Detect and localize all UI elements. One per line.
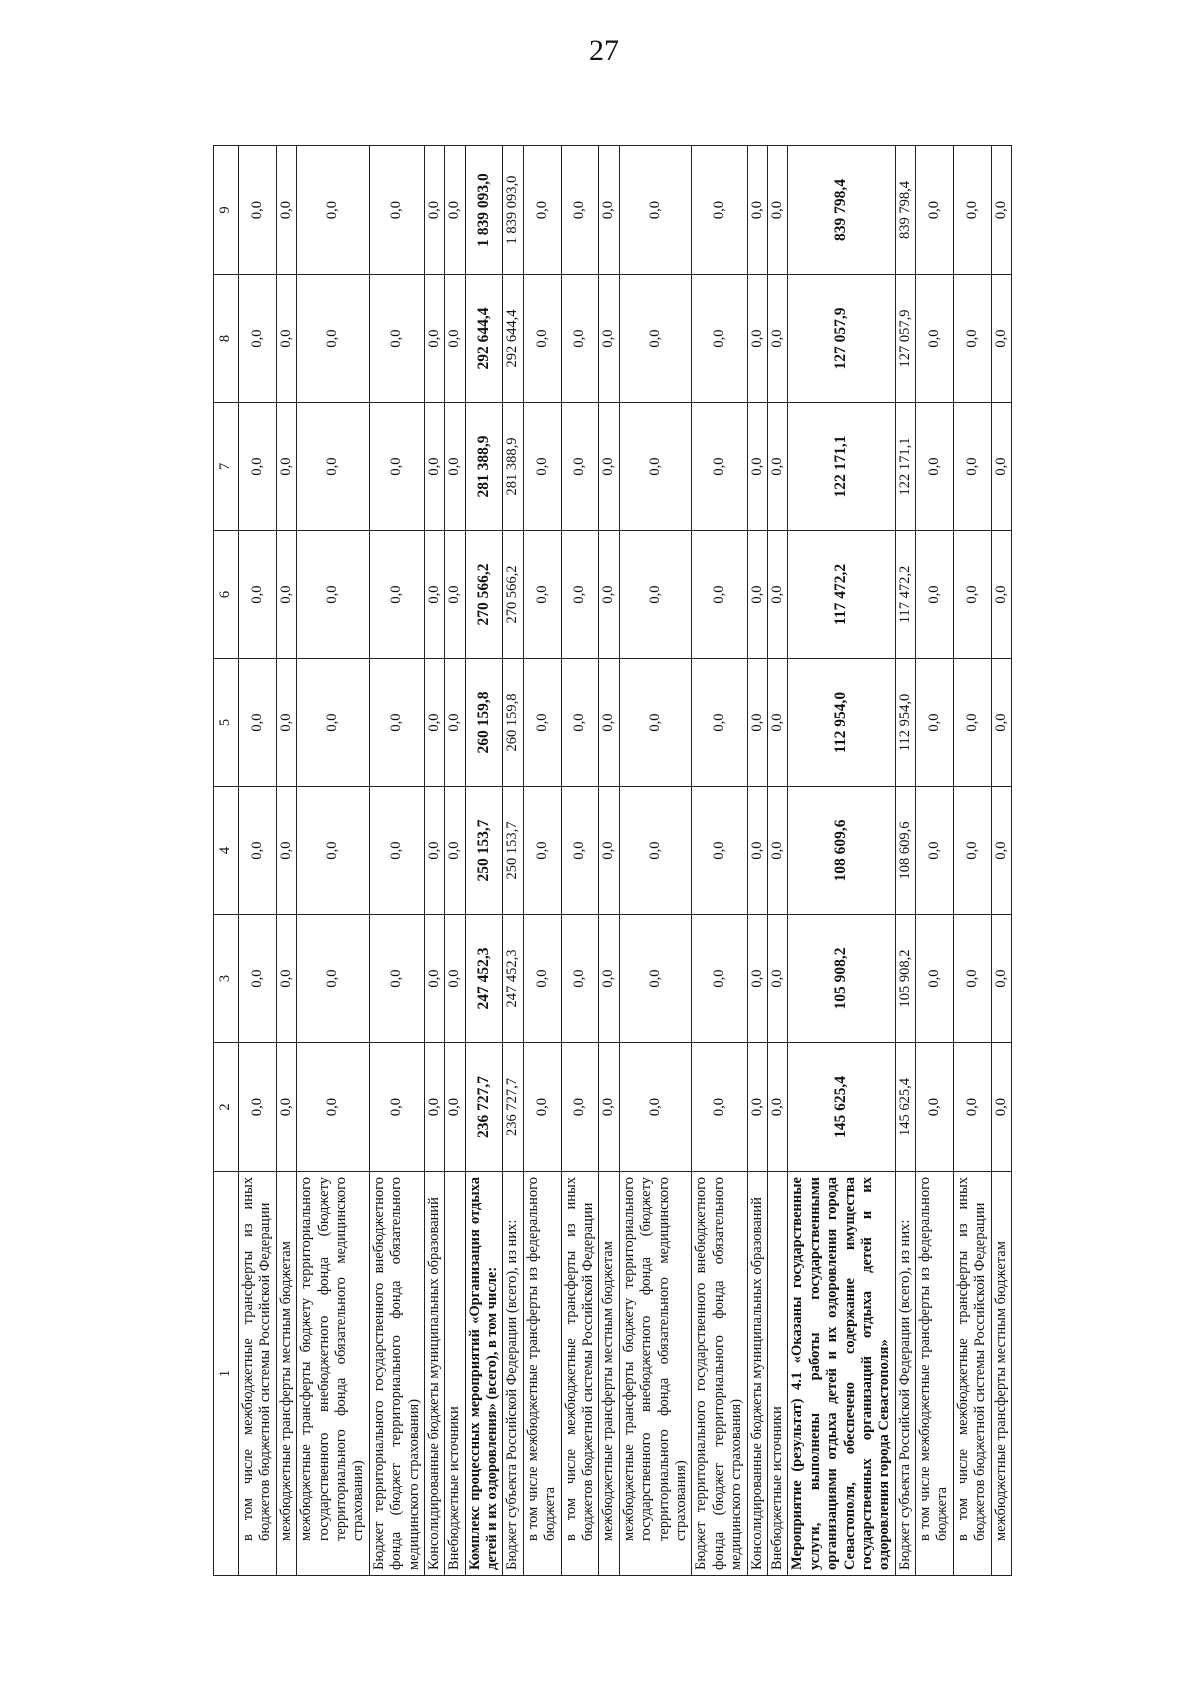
- table-row: [895, 146, 915, 1576]
- row-value: 0,0: [297, 146, 370, 275]
- row-label: Бюджет территориального государственного внебюджетного фонда (бюджет территориального фонда обязательного медицинского страхования): [692, 1172, 747, 1576]
- row-value: 0,0: [692, 275, 747, 403]
- row-value: 0,0: [692, 915, 747, 1043]
- row-value: 117 472,2: [895, 531, 915, 659]
- row-value: 0,0: [953, 531, 991, 659]
- row-value: 0,0: [747, 531, 767, 659]
- row-value: 0,0: [297, 659, 370, 787]
- row-label: в том числе межбюджетные трансферты из федерального бюджета: [523, 1172, 561, 1576]
- row-value: 117 472,2: [788, 531, 895, 659]
- row-value: 0,0: [619, 1043, 692, 1172]
- row-value: 0,0: [297, 531, 370, 659]
- row-value: 0,0: [424, 146, 444, 275]
- row-value: 0,0: [561, 659, 599, 787]
- row-value: 0,0: [297, 275, 370, 403]
- row-value: 0,0: [692, 1043, 747, 1172]
- row-value: 108 609,6: [788, 787, 895, 915]
- row-value: 0,0: [916, 1043, 954, 1172]
- row-value: 247 452,3: [503, 915, 523, 1043]
- table-row: [561, 146, 599, 1576]
- row-value: 0,0: [276, 146, 296, 275]
- row-value: 0,0: [692, 659, 747, 787]
- row-value: 0,0: [239, 787, 277, 915]
- row-value: 0,0: [523, 659, 561, 787]
- row-value: 0,0: [424, 403, 444, 531]
- row-value: 0,0: [561, 787, 599, 915]
- row-value: 281 388,9: [503, 403, 523, 531]
- row-value: 260 159,8: [465, 659, 503, 787]
- row-value: 0,0: [424, 659, 444, 787]
- row-value: 0,0: [953, 659, 991, 787]
- row-label: межбюджетные трансферты местным бюджетам: [276, 1172, 296, 1576]
- row-value: 112 954,0: [895, 659, 915, 787]
- column-header: 4: [214, 787, 239, 915]
- row-value: 122 171,1: [895, 403, 915, 531]
- row-value: 0,0: [561, 915, 599, 1043]
- row-label: межбюджетные трансферты бюджету территориального государственного внебюджетного фонда (бюджету территориального фонда обязательного медицинского страхования): [297, 1172, 370, 1576]
- row-value: 0,0: [953, 915, 991, 1043]
- row-value: 0,0: [445, 146, 465, 275]
- table-row: [424, 146, 444, 1576]
- table-row: [599, 146, 619, 1576]
- row-value: 0,0: [747, 659, 767, 787]
- row-value: 0,0: [239, 659, 277, 787]
- row-label: Консолидированные бюджеты муниципальных образований: [747, 1172, 767, 1576]
- row-value: 0,0: [369, 1043, 424, 1172]
- row-value: 0,0: [692, 531, 747, 659]
- row-value: 0,0: [445, 275, 465, 403]
- row-value: 0,0: [276, 531, 296, 659]
- row-value: 0,0: [561, 1043, 599, 1172]
- row-value: 0,0: [239, 1043, 277, 1172]
- table-row: [692, 146, 747, 1576]
- row-value: 0,0: [619, 531, 692, 659]
- row-value: 0,0: [369, 659, 424, 787]
- row-label: межбюджетные трансферты бюджету территориального государственного внебюджетного фонда (бюджету территориального фонда обязательного медицинского страхования): [619, 1172, 692, 1576]
- row-value: 0,0: [692, 403, 747, 531]
- row-value: 0,0: [619, 915, 692, 1043]
- row-value: 0,0: [297, 403, 370, 531]
- row-value: 260 159,8: [503, 659, 523, 787]
- row-value: 0,0: [767, 275, 787, 403]
- row-value: 0,0: [523, 146, 561, 275]
- row-value: 0,0: [523, 1043, 561, 1172]
- row-value: 0,0: [991, 275, 1011, 403]
- row-value: 250 153,7: [503, 787, 523, 915]
- row-value: 0,0: [599, 403, 619, 531]
- row-value: 0,0: [953, 146, 991, 275]
- row-value: 0,0: [561, 275, 599, 403]
- row-value: 112 954,0: [788, 659, 895, 787]
- row-label: Бюджет территориального государственного внебюджетного фонда (бюджет территориального фонда обязательного медицинского страхования): [369, 1172, 424, 1576]
- row-value: 0,0: [369, 787, 424, 915]
- row-value: 0,0: [445, 915, 465, 1043]
- row-value: 0,0: [747, 403, 767, 531]
- row-value: 0,0: [599, 275, 619, 403]
- row-label: Комплекс процессных мероприятий «Организация отдыха детей и их оздоровления» (всего), в том числе:: [465, 1172, 503, 1576]
- row-value: 0,0: [767, 531, 787, 659]
- row-label: в том числе межбюджетные трансферты из иных бюджетов бюджетной системы Российской Федерации: [953, 1172, 991, 1576]
- row-value: 250 153,7: [465, 787, 503, 915]
- row-value: 0,0: [619, 146, 692, 275]
- row-value: 0,0: [599, 146, 619, 275]
- row-value: 292 644,4: [503, 275, 523, 403]
- row-value: 0,0: [369, 531, 424, 659]
- row-value: 145 625,4: [788, 1043, 895, 1172]
- row-value: 0,0: [599, 531, 619, 659]
- table-row: [523, 146, 561, 1576]
- row-value: 0,0: [276, 1043, 296, 1172]
- row-value: 127 057,9: [895, 275, 915, 403]
- row-label: Мероприятие (результат) 4.1 «Оказаны государственные услуги, выполнены работы государственными организациями отдыха детей и их оздоровления города Севастополя, обеспечено содержание имущества государственных организаций отдыха детей и их оздоровления города Севастополя»: [788, 1172, 895, 1576]
- row-value: 0,0: [767, 659, 787, 787]
- row-value: 0,0: [369, 146, 424, 275]
- row-value: 0,0: [747, 915, 767, 1043]
- row-label: в том числе межбюджетные трансферты из иных бюджетов бюджетной системы Российской Федерации: [239, 1172, 277, 1576]
- row-value: 0,0: [297, 915, 370, 1043]
- row-value: 236 727,7: [503, 1043, 523, 1172]
- row-value: 0,0: [619, 403, 692, 531]
- row-value: 270 566,2: [503, 531, 523, 659]
- table-row: [788, 146, 895, 1576]
- page-number: 27: [589, 34, 619, 67]
- row-value: 0,0: [369, 403, 424, 531]
- column-header: 2: [214, 1043, 239, 1172]
- row-value: 0,0: [991, 915, 1011, 1043]
- row-label: в том числе межбюджетные трансферты из федерального бюджета: [916, 1172, 954, 1576]
- table-row: [953, 146, 991, 1576]
- row-label: межбюджетные трансферты местным бюджетам: [991, 1172, 1011, 1576]
- row-value: 0,0: [369, 915, 424, 1043]
- table-row: [445, 146, 465, 1576]
- row-value: 0,0: [991, 403, 1011, 531]
- row-value: 1 839 093,0: [465, 146, 503, 275]
- row-value: 0,0: [916, 915, 954, 1043]
- row-value: 0,0: [991, 146, 1011, 275]
- row-value: 0,0: [445, 1043, 465, 1172]
- row-value: 0,0: [991, 787, 1011, 915]
- column-header: 8: [214, 275, 239, 403]
- row-value: 0,0: [239, 146, 277, 275]
- table-row: [276, 146, 296, 1576]
- table-row: [297, 146, 370, 1576]
- column-header: 5: [214, 659, 239, 787]
- row-value: 0,0: [747, 146, 767, 275]
- row-value: 0,0: [619, 275, 692, 403]
- row-value: 0,0: [523, 787, 561, 915]
- row-value: 0,0: [561, 403, 599, 531]
- table-row: [369, 146, 424, 1576]
- row-value: 0,0: [276, 787, 296, 915]
- table-row: [767, 146, 787, 1576]
- row-value: 292 644,4: [465, 275, 503, 403]
- column-header: 6: [214, 531, 239, 659]
- row-value: 0,0: [916, 146, 954, 275]
- row-value: 0,0: [747, 787, 767, 915]
- row-value: 0,0: [523, 275, 561, 403]
- table-row: [465, 146, 503, 1576]
- row-value: 0,0: [767, 915, 787, 1043]
- row-value: 0,0: [424, 1043, 444, 1172]
- row-value: 0,0: [239, 403, 277, 531]
- table-row: [239, 146, 277, 1576]
- row-value: 0,0: [599, 787, 619, 915]
- table-body: [239, 146, 1012, 1576]
- row-value: 247 452,3: [465, 915, 503, 1043]
- row-label: Консолидированные бюджеты муниципальных образований: [424, 1172, 444, 1576]
- row-value: 0,0: [276, 659, 296, 787]
- row-value: 0,0: [523, 531, 561, 659]
- row-value: 0,0: [561, 531, 599, 659]
- row-value: 0,0: [445, 787, 465, 915]
- row-label: межбюджетные трансферты местным бюджетам: [599, 1172, 619, 1576]
- row-value: 0,0: [424, 915, 444, 1043]
- row-value: 0,0: [276, 915, 296, 1043]
- row-value: 0,0: [953, 787, 991, 915]
- row-value: 0,0: [747, 275, 767, 403]
- row-value: 281 388,9: [465, 403, 503, 531]
- row-value: 0,0: [276, 275, 296, 403]
- row-label: в том числе межбюджетные трансферты из иных бюджетов бюджетной системы Российской Федерации: [561, 1172, 599, 1576]
- row-value: 839 798,4: [788, 146, 895, 275]
- row-value: 0,0: [369, 275, 424, 403]
- row-value: 0,0: [767, 146, 787, 275]
- row-label: Внебюджетные источники: [445, 1172, 465, 1576]
- row-value: 0,0: [619, 787, 692, 915]
- row-value: 105 908,2: [895, 915, 915, 1043]
- row-value: 0,0: [619, 659, 692, 787]
- column-header: 9: [214, 146, 239, 275]
- row-value: 0,0: [916, 403, 954, 531]
- row-label: Бюджет субъекта Российской Федерации (всего), из них:: [895, 1172, 915, 1576]
- row-value: 0,0: [991, 1043, 1011, 1172]
- row-value: 0,0: [239, 531, 277, 659]
- row-value: 0,0: [424, 531, 444, 659]
- row-value: 0,0: [767, 787, 787, 915]
- row-value: 0,0: [916, 659, 954, 787]
- row-label: Бюджет субъекта Российской Федерации (всего), из них:: [503, 1172, 523, 1576]
- table-row: [916, 146, 954, 1576]
- row-value: 108 609,6: [895, 787, 915, 915]
- row-value: 0,0: [991, 659, 1011, 787]
- row-label: Внебюджетные источники: [767, 1172, 787, 1576]
- row-value: 0,0: [599, 915, 619, 1043]
- row-value: 0,0: [767, 1043, 787, 1172]
- row-value: 0,0: [692, 787, 747, 915]
- row-value: 1 839 093,0: [503, 146, 523, 275]
- table-row: [619, 146, 692, 1576]
- row-value: 0,0: [239, 915, 277, 1043]
- row-value: 0,0: [991, 531, 1011, 659]
- column-header: 3: [214, 915, 239, 1043]
- row-value: 0,0: [445, 531, 465, 659]
- row-value: 145 625,4: [895, 1043, 915, 1172]
- table-row: [747, 146, 767, 1576]
- row-value: 122 171,1: [788, 403, 895, 531]
- rotated-table-container: [213, 146, 1090, 1576]
- table-header-row: [214, 146, 239, 1576]
- row-value: 105 908,2: [788, 915, 895, 1043]
- row-value: 0,0: [523, 915, 561, 1043]
- row-value: 0,0: [916, 275, 954, 403]
- row-value: 0,0: [424, 275, 444, 403]
- row-value: 0,0: [239, 275, 277, 403]
- row-value: 0,0: [747, 1043, 767, 1172]
- row-value: 270 566,2: [465, 531, 503, 659]
- row-value: 0,0: [599, 659, 619, 787]
- table-row: [503, 146, 523, 1576]
- column-header: 1: [214, 1172, 239, 1576]
- row-value: 0,0: [692, 146, 747, 275]
- row-value: 0,0: [297, 1043, 370, 1172]
- row-value: 0,0: [445, 659, 465, 787]
- row-value: 0,0: [953, 275, 991, 403]
- row-value: 0,0: [445, 403, 465, 531]
- row-value: 0,0: [953, 1043, 991, 1172]
- row-value: 0,0: [953, 403, 991, 531]
- row-value: 0,0: [599, 1043, 619, 1172]
- row-value: 0,0: [916, 531, 954, 659]
- row-value: 127 057,9: [788, 275, 895, 403]
- row-value: 0,0: [424, 787, 444, 915]
- column-header: 7: [214, 403, 239, 531]
- budget-table: [213, 145, 1012, 1576]
- row-value: 0,0: [276, 403, 296, 531]
- row-value: 0,0: [561, 146, 599, 275]
- row-value: 0,0: [523, 403, 561, 531]
- row-value: 0,0: [916, 787, 954, 915]
- row-value: 0,0: [767, 403, 787, 531]
- row-value: 236 727,7: [465, 1043, 503, 1172]
- table-row: [991, 146, 1011, 1576]
- row-value: 0,0: [297, 787, 370, 915]
- row-value: 839 798,4: [895, 146, 915, 275]
